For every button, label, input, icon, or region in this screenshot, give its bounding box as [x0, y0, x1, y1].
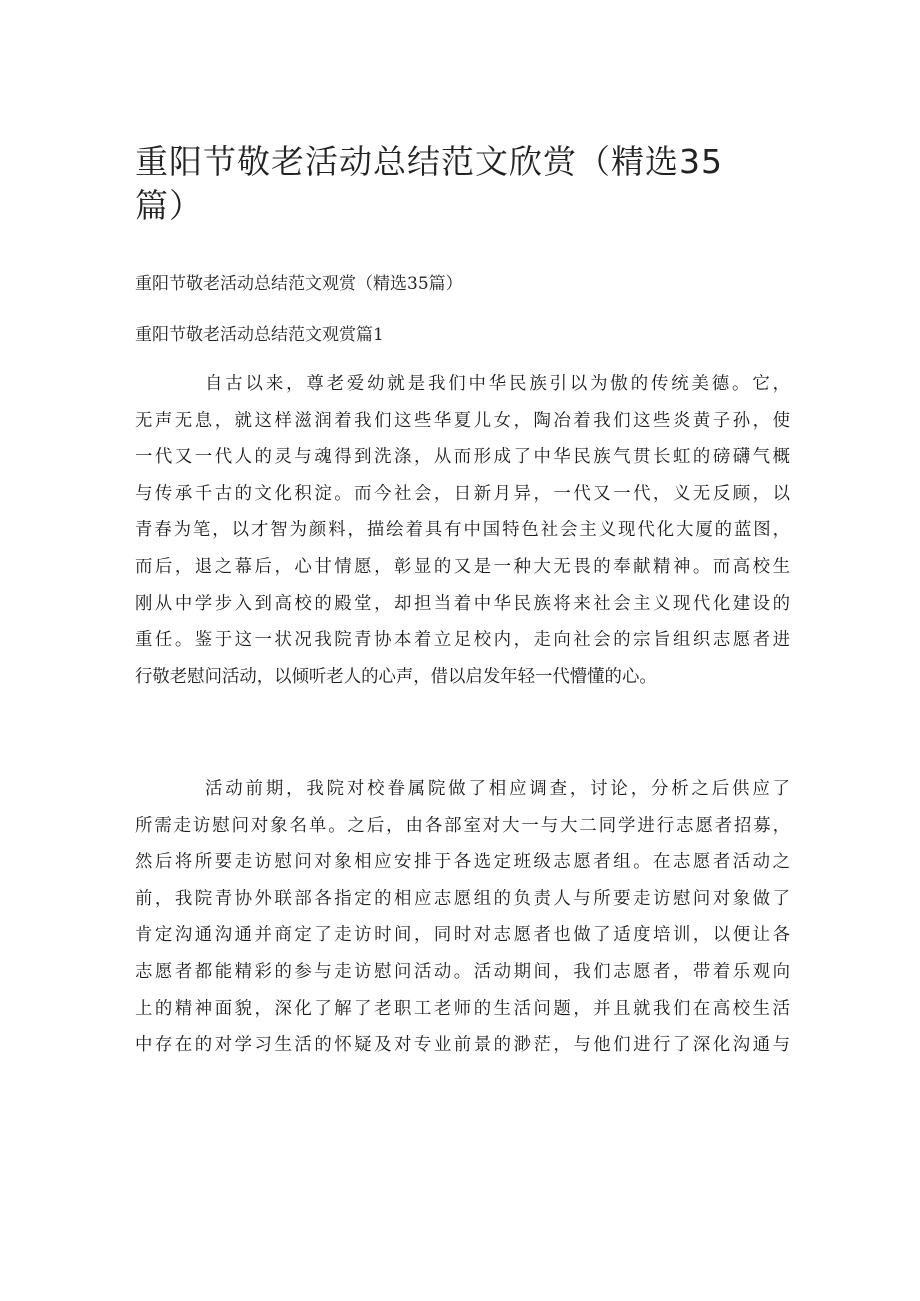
paragraph-line: 与传承千古的文化积淀。而今社会，日新月异，一代又一代，义无反顾，以: [135, 483, 790, 504]
paragraph-line: 活动前期，我院对校眷属院做了相应调查，讨论，分析之后供应了: [205, 779, 790, 799]
paragraph-line: 一代又一代人的灵与魂得到洗涤，从而形成了中华民族气贯长虹的磅礴气概: [135, 447, 790, 468]
paragraph-1: [135, 366, 790, 695]
paragraph-line: 上的精神面貌，深化了解了老职工老师的生活问题，并且就我们在高校生活: [135, 998, 790, 1019]
paragraph-line: 无声无息，就这样滋润着我们这些华夏儿女，陶冶着我们这些炎黄子孙，使: [135, 410, 790, 431]
document-subtitle: 重阳节敬老活动总结范文观赏（精选35篇）: [135, 274, 463, 294]
paragraph-line: 所需走访慰问对象名单。之后，由各部室对大一与大二同学进行志愿者招募，: [135, 815, 790, 836]
paragraph-line: 重任。鉴于这一状况我院青协本着立足校内，走向社会的宗旨组织志愿者进: [135, 630, 790, 651]
paragraph-line: 志愿者都能精彩的参与走访慰问活动。活动期间，我们志愿者，带着乐观向: [135, 961, 790, 982]
paragraph-line: 青春为笔，以才智为颜料，描绘着具有中国特色社会主义现代化大厦的蓝图，: [135, 520, 790, 541]
section-heading: 重阳节敬老活动总结范文观赏篇1: [135, 325, 384, 345]
paragraph-line: 肯定沟通沟通并商定了走访时间，同时对志愿者也做了适度培训，以便让各: [135, 925, 790, 946]
paragraph-line: 刚从中学步入到高校的殿堂，却担当着中华民族将来社会主义现代化建设的: [135, 593, 790, 614]
paragraph-line: 然后将所要走访慰问对象相应安排于各选定班级志愿者组。在志愿者活动之: [135, 852, 790, 873]
paragraph-line: 中存在的对学习生活的怀疑及对专业前景的渺茫，与他们进行了深化沟通与: [135, 1035, 790, 1056]
paragraph-2: [135, 771, 790, 1064]
document-title: 重阳节敬老活动总结范文欣赏（精选35篇）: [135, 142, 723, 225]
paragraph-line: 行敬老慰问活动，以倾听老人的心声，借以启发年轻一代懵懂的心。: [135, 666, 657, 687]
paragraph-line: 而后，退之幕后，心甘情愿，彰显的又是一种大无畏的奉献精神。而高校生: [135, 556, 790, 577]
paragraph-line: 前，我院青协外联部各指定的相应志愿组的负责人与所要走访慰问对象做了: [135, 888, 790, 909]
paragraph-line: 自古以来，尊老爱幼就是我们中华民族引以为傲的传统美德。它，: [205, 374, 790, 394]
